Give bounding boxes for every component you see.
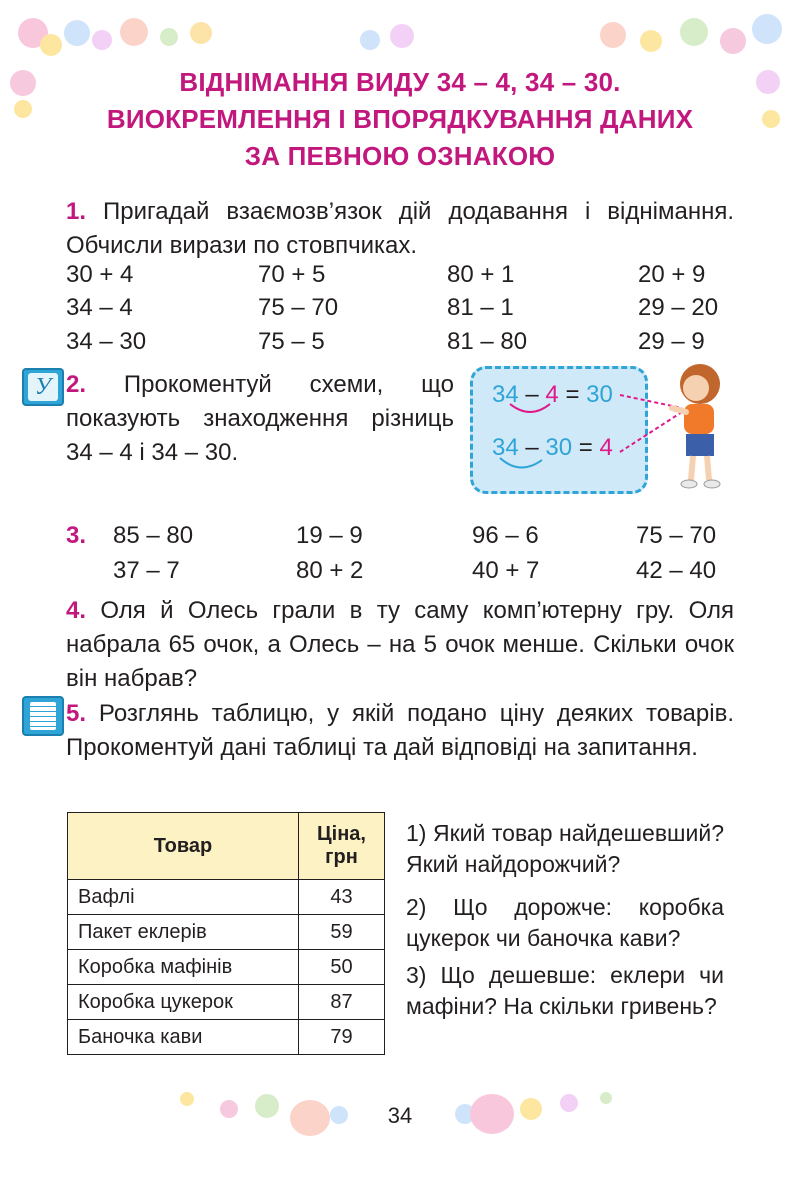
girl-illustration	[664, 362, 734, 492]
header-price	[299, 813, 385, 880]
eq2-equals: =	[578, 434, 593, 461]
price-cell: 59	[299, 915, 385, 950]
expression: 34 – 30	[66, 328, 147, 355]
notebook-icon	[22, 696, 64, 736]
task-3-number	[66, 519, 86, 553]
expression: 75 – 5	[258, 328, 325, 355]
eq1-equals: =	[565, 381, 580, 408]
table-row	[68, 950, 385, 985]
eq1-result: 30	[586, 381, 613, 408]
question-3: 3) Що дешевше: еклери чи мафіни? На скільки гривень?	[406, 962, 724, 1019]
page-title	[40, 64, 760, 175]
expression: 75 – 70	[258, 294, 339, 321]
expression: 80 + 1	[447, 261, 515, 288]
title-line-1: ВІДНІМАННЯ ВИДУ 34 – 4, 34 – 30.	[179, 67, 621, 97]
task-2-text	[66, 368, 454, 470]
face	[683, 375, 709, 401]
item-cell: Вафлі	[68, 880, 299, 915]
item-cell: Коробка цукерок	[68, 985, 299, 1020]
oral-task-letter: У	[28, 373, 58, 401]
header-price-line-1: Ціна,	[317, 823, 366, 845]
expression: 81 – 80	[447, 328, 528, 355]
expression: 29 – 20	[638, 294, 719, 321]
expression: 30 + 4	[66, 261, 134, 288]
task-2-number: 2.	[66, 371, 87, 398]
arc-arrow-icon	[510, 404, 550, 412]
arm	[672, 408, 686, 412]
header-item: Товар	[68, 813, 299, 880]
expression: 75 – 70	[636, 522, 717, 549]
oral-task-icon	[22, 368, 64, 406]
expression: 29 – 9	[638, 328, 705, 355]
task-4-number: 4.	[66, 597, 87, 624]
shorts	[686, 434, 714, 456]
task-5-instruction: Розглянь таблицю, у якій подано ціну деяких товарів. Прокоментуй дані таблиці та дай відповіді на запитання.	[66, 700, 735, 761]
question-2: 2) Що дорожче: коробка цукерок чи баночка кави?	[406, 894, 724, 951]
arc-arrow-icon	[500, 458, 542, 468]
table-row	[68, 985, 385, 1020]
task-3-number-label: 3.	[66, 522, 87, 549]
item-cell: Коробка мафінів	[68, 950, 299, 985]
expression: 81 – 1	[447, 294, 514, 321]
task-2-instruction: Прокоментуй схеми, що показують знаходження різниць 34 – 4 і 34 – 30.	[66, 371, 454, 466]
eq1-operator: –	[525, 381, 539, 408]
expression: 20 + 9	[638, 261, 706, 288]
expression: 19 – 9	[296, 522, 363, 549]
price-cell: 50	[299, 950, 385, 985]
shoe	[681, 480, 697, 488]
task-5-text	[66, 697, 734, 765]
table-row	[68, 880, 385, 915]
eq2-minuend: 34	[492, 434, 519, 461]
eq2-result: 4	[599, 434, 613, 461]
item-cell: Пакет еклерів	[68, 915, 299, 950]
expression: 40 + 7	[472, 557, 540, 584]
expression: 85 – 80	[113, 522, 194, 549]
price-cell: 79	[299, 1020, 385, 1055]
table-row	[68, 1020, 385, 1055]
shirt	[684, 404, 714, 434]
expression: 42 – 40	[636, 557, 717, 584]
leg	[691, 456, 693, 480]
eq2-operator: –	[525, 434, 539, 461]
price-cell: 87	[299, 985, 385, 1020]
expression: 70 + 5	[258, 261, 326, 288]
eq2-subtrahend: 30	[545, 434, 573, 461]
task-1-instruction: Пригадай взаємозв’язок дій додавання і віднімання. Обчисли вирази по стовпчиках.	[66, 198, 734, 259]
task-4-problem: Оля й Олесь грали в ту саму комп’ютерну гру. Оля набрала 65 очок, а Олесь – на 5 очок менше. Скільки очок він набрав?	[66, 597, 734, 692]
leg	[707, 456, 709, 480]
page-number: 34	[387, 1103, 413, 1128]
task-1-text	[66, 195, 734, 263]
price-table	[67, 812, 385, 1055]
expression: 34 – 4	[66, 294, 133, 321]
item-cell: Баночка кави	[68, 1020, 299, 1055]
title-line-2: ВИОКРЕМЛЕННЯ І ВПОРЯДКУВАННЯ ДАНИХ	[106, 104, 694, 134]
price-cell: 43	[299, 880, 385, 915]
shoe	[704, 480, 720, 488]
eq1-subtrahend: 4	[545, 381, 559, 408]
expression: 96 – 6	[472, 522, 539, 549]
header-price-line-2: грн	[325, 846, 358, 868]
question-1: 1) Який товар найдешевший? Який найдорожчий?	[406, 820, 724, 877]
expression: 80 + 2	[296, 557, 364, 584]
task-5-number: 5.	[66, 700, 87, 727]
eq1-minuend: 34	[492, 381, 519, 408]
task-4-text	[66, 594, 734, 696]
expression: 37 – 7	[113, 557, 180, 584]
table-header-row	[68, 813, 385, 880]
title-line-3: ЗА ПЕВНОЮ ОЗНАКОЮ	[244, 141, 556, 171]
table-row	[68, 915, 385, 950]
task-1-number: 1.	[66, 198, 87, 225]
